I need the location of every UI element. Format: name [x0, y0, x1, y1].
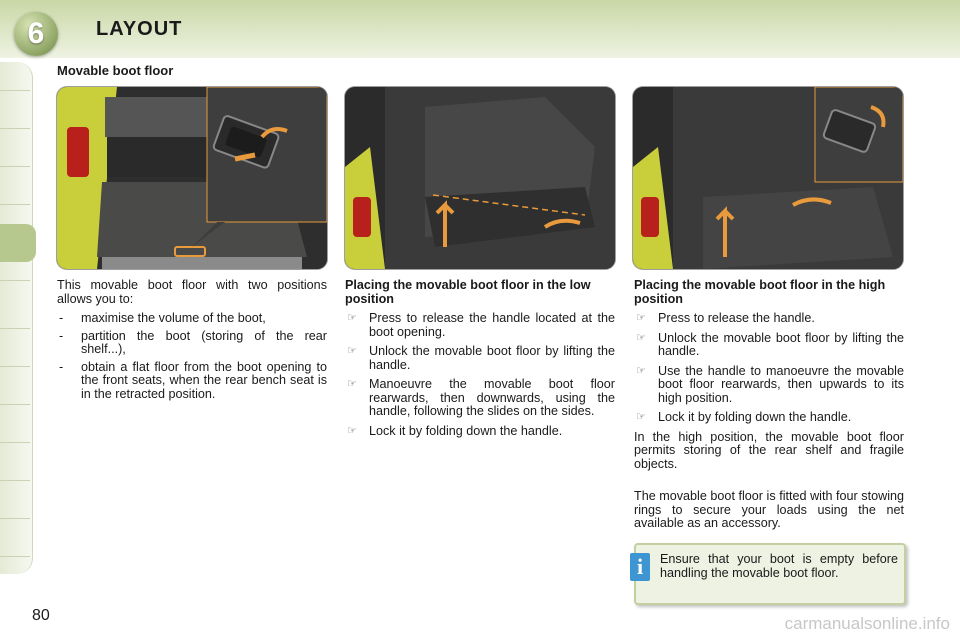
page-number: 80	[32, 607, 50, 624]
stowing-rings-text: The movable boot floor is fitted with four stowing rings to secure your loads using the net available as an accessory.	[634, 489, 904, 530]
high-position-photo	[633, 87, 903, 269]
pointing-hand-icon: ☞	[347, 312, 357, 324]
info-box	[634, 543, 906, 605]
pointing-hand-icon: ☞	[347, 424, 357, 437]
pointing-hand-icon: ☞	[347, 345, 357, 357]
list-item: ☞ Unlock the movable boot floor by lifting the handle.	[636, 330, 904, 358]
list-item: - partition the boot (storing of the rear shelf...),	[59, 328, 327, 356]
list-item: - obtain a flat floor from the boot opening to the front seats, when the rear bench seat is in the retracted position.	[59, 359, 327, 401]
pointing-hand-icon: ☞	[636, 331, 646, 344]
chapter-number: 6	[27, 17, 45, 50]
pointing-hand-icon: ☞	[636, 411, 646, 423]
list-item: ☞ Press to release the handle.	[636, 311, 815, 325]
pointing-hand-icon: ☞	[347, 378, 357, 390]
low-position-column	[345, 279, 615, 444]
intro-column	[57, 279, 327, 405]
watermark: carmanualsonline.info	[784, 614, 950, 633]
list-item: ☞ Use the handle to manoeuvre the movable boot floor rearwards, then upwards to its high position.	[636, 363, 904, 405]
info-icon: i	[630, 553, 650, 581]
chapter-badge	[14, 12, 58, 56]
page-title: LAYOUT	[96, 18, 183, 40]
chapter-tab-active[interactable]	[0, 224, 36, 262]
list-item: ☞ Press to release the handle located at the boot opening.	[347, 311, 615, 339]
low-position-photo	[345, 87, 615, 269]
list-item: ☞ Lock it by folding down the handle.	[347, 423, 563, 438]
high-position-note: In the high position, the movable boot floor permits storing of the rear shelf and fragile objects.	[634, 429, 904, 471]
section-title: Movable boot floor	[57, 63, 174, 78]
chapter-tab-strip	[0, 62, 33, 574]
boot-overview-photo	[57, 87, 327, 269]
pointing-hand-icon: ☞	[636, 364, 646, 377]
list-item: ☞ Lock it by folding down the handle.	[636, 410, 852, 424]
info-text: Ensure that your boot is empty before handling the movable boot floor.	[660, 552, 898, 580]
high-position-column	[634, 279, 904, 477]
pointing-hand-icon: ☞	[636, 312, 646, 324]
low-position-title: Placing the movable boot floor in the low position	[345, 278, 591, 306]
high-position-title: Placing the movable boot floor in the high position	[634, 278, 886, 306]
list-item: - maximise the volume of the boot,	[59, 311, 266, 325]
list-item: ☞ Manoeuvre the movable boot floor rearwards, then downwards, using the handle, following the slides on the sides.	[347, 377, 615, 418]
intro-text: This movable boot floor with two positions allows you to:	[57, 278, 327, 306]
list-item: ☞ Unlock the movable boot floor by lifting the handle.	[347, 344, 615, 372]
